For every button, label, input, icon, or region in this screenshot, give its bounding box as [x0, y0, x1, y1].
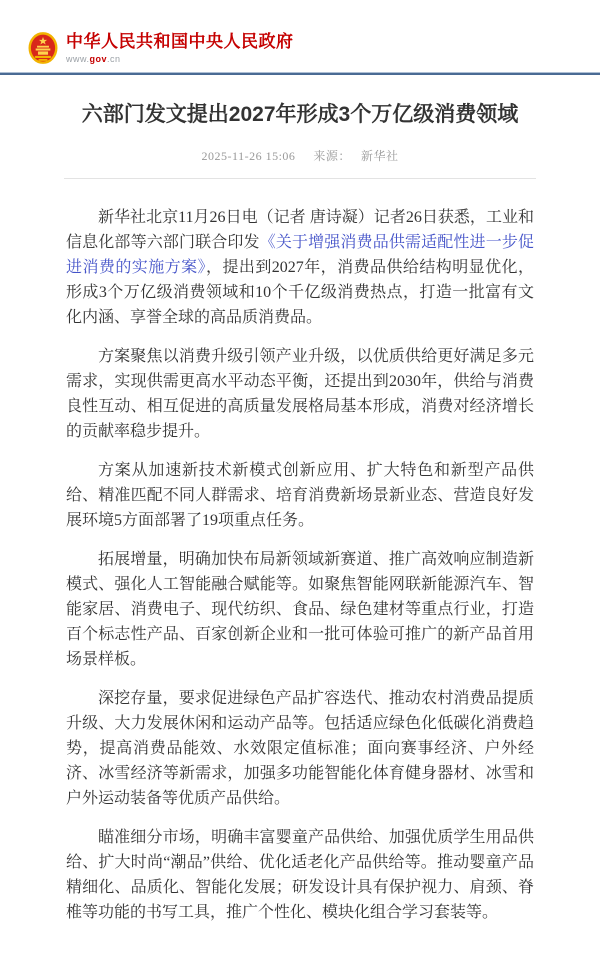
site-name[interactable]: 中华人民共和国中央人民政府: [66, 32, 294, 51]
publish-date: 2025-11-26 15:06: [201, 149, 296, 163]
site-url-www: www.: [66, 54, 90, 64]
brand-text: [66, 32, 294, 64]
article-body: [66, 205, 534, 925]
site-header: [0, 0, 600, 75]
site-url-gov: gov: [89, 54, 108, 64]
paragraph-4: 拓展增量，明确加快布局新领域新赛道、推广高效响应制造新模式、强化人工智能融合赋能等。如聚焦智能网联新能源汽车、智能家居、消费电子、现代纺织、食品、绿色建材等重点行业，打造百个标志性产品、百家创新企业和一批可体验可推广的新产品首用场景样板。: [66, 551, 534, 668]
site-brand[interactable]: [28, 32, 600, 65]
paragraph-1-text-after: ，提出到2027年，消费品供给结构明显优化，形成3个万亿级消费领域和10个千亿级消费热点，打造一批富有文化内涵、享誉全球的高品质消费品。: [66, 259, 534, 326]
source-name: 新华社: [360, 149, 399, 163]
paragraph-6: 瞄准细分市场，明确丰富婴童产品供给、加强优质学生用品供给、扩大时尚“潮品”供给、优化适老化产品供给等。推动婴童产品精细化、品质化、智能化发展；研发设计具有保护视力、肩颈、脊椎等功能的书写工具，推广个性化、模块化组合学习套装等。: [66, 829, 534, 921]
paragraph-5: 深挖存量，要求促进绿色产品扩容迭代、推动农村消费品提质升级、大力发展休闲和运动产品等。包括适应绿色化低碳化消费趋势，提高消费品能效、水效限定值标准；面向赛事经济、户外经济、冰雪经济等新需求，加强多功能智能化体育健身器材、冰雪和户外运动装备等优质产品供给。: [66, 690, 534, 807]
paragraph-2: 方案聚焦以消费升级引领产业升级，以优质供给更好满足多元需求，实现供需更高水平动态平衡，还提出到2030年，供给与消费良性互动、相互促进的高质量发展格局基本形成，消费对经济增长的贡献率稳步提升。: [66, 348, 534, 440]
policy-document-link[interactable]: 《关于增强消费品供需适配性进一步促进消费的实施方案》: [66, 234, 534, 276]
site-url-cn: .cn: [107, 54, 121, 64]
paragraph-3: 方案从加速新技术新模式创新应用、扩大特色和新型产品供给、精准匹配不同人群需求、培育消费新场景新业态、营造良好发展环境5方面部署了19项重点任务。: [66, 462, 534, 529]
paragraph-1-text-before: 新华社北京11月26日电（记者 唐诗凝）记者26日获悉，工业和信息化部等六部门联合印发: [66, 209, 534, 251]
national-emblem-icon: [28, 32, 58, 65]
site-url[interactable]: [66, 54, 294, 64]
article-meta: [0, 147, 600, 164]
page-bottom-spacer: [0, 939, 600, 967]
paragraph-1: [66, 205, 534, 330]
meta-divider: [64, 178, 536, 179]
article: [0, 100, 600, 967]
article-title: 六部门发文提出2027年形成3个万亿级消费领域: [81, 103, 519, 126]
source-label: 来源：: [313, 149, 351, 163]
header-divider: [0, 72, 600, 75]
